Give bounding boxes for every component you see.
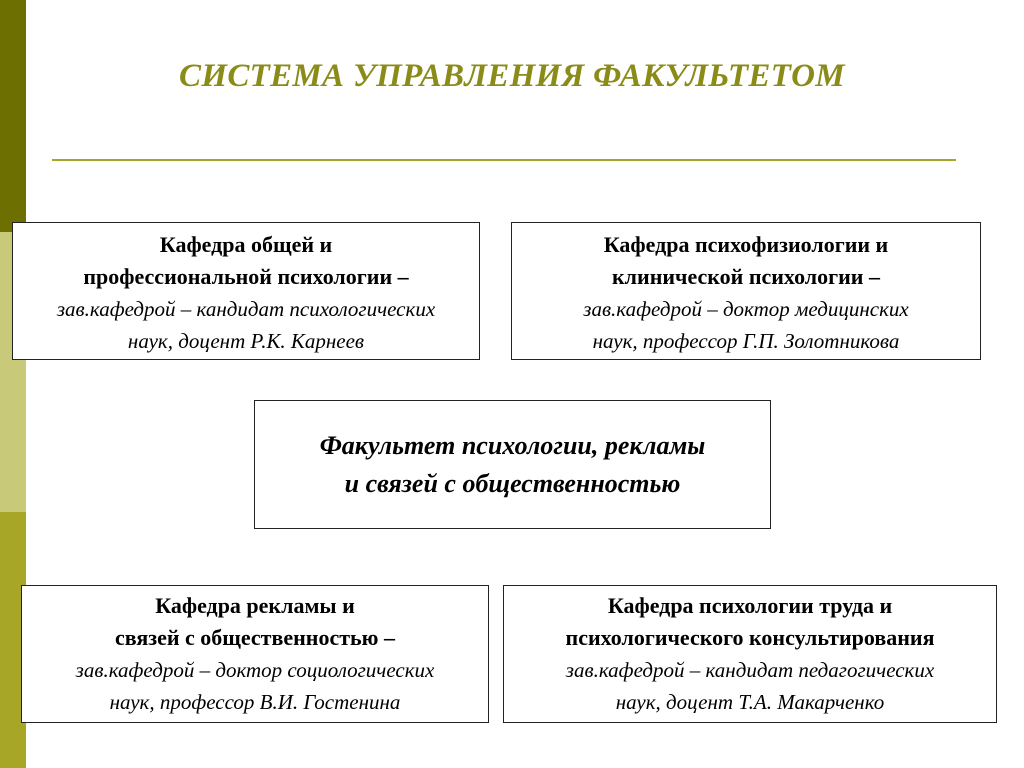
- department-name: Кафедра психофизиологии и: [603, 232, 889, 257]
- slide-title: СИСТЕМА УПРАВЛЕНИЯ ФАКУЛЬТЕТОМ: [179, 58, 845, 94]
- department-head: наук, доцент Р.К. Карнеев: [127, 329, 365, 353]
- department-head: наук, профессор Г.П. Золотникова: [592, 329, 900, 353]
- department-head: зав.кафедрой – кандидат психологических: [56, 297, 436, 321]
- faculty-name: Факультет психологии, рекламы: [319, 430, 706, 460]
- department-name: Кафедра психологии труда и: [607, 593, 893, 618]
- department-name: связей с общественностью –: [115, 625, 395, 650]
- department-name: клинической психологии –: [612, 264, 880, 289]
- department-head: зав.кафедрой – доктор социологических: [75, 658, 435, 682]
- department-box-labor-psychology: [503, 585, 997, 723]
- department-name: профессиональной психологии –: [83, 264, 409, 289]
- faculty-box: [254, 400, 771, 529]
- department-box-general-psychology: [12, 222, 480, 360]
- department-name: психологического консультирования: [565, 625, 935, 650]
- department-box-advertising: [21, 585, 489, 723]
- department-head: наук, профессор В.И. Гостенина: [109, 690, 401, 714]
- department-head: наук, доцент Т.А. Макарченко: [615, 690, 885, 714]
- department-name: Кафедра общей и: [159, 232, 333, 257]
- department-name: Кафедра рекламы и: [155, 593, 355, 618]
- department-head: зав.кафедрой – кандидат педагогических: [565, 658, 935, 682]
- faculty-name: и связей с общественностью: [344, 468, 681, 498]
- side-strip-dark: [0, 0, 26, 232]
- department-head: зав.кафедрой – доктор медицинских: [583, 297, 909, 321]
- department-box-psychophysiology: [511, 222, 981, 360]
- title-underline: [52, 159, 956, 161]
